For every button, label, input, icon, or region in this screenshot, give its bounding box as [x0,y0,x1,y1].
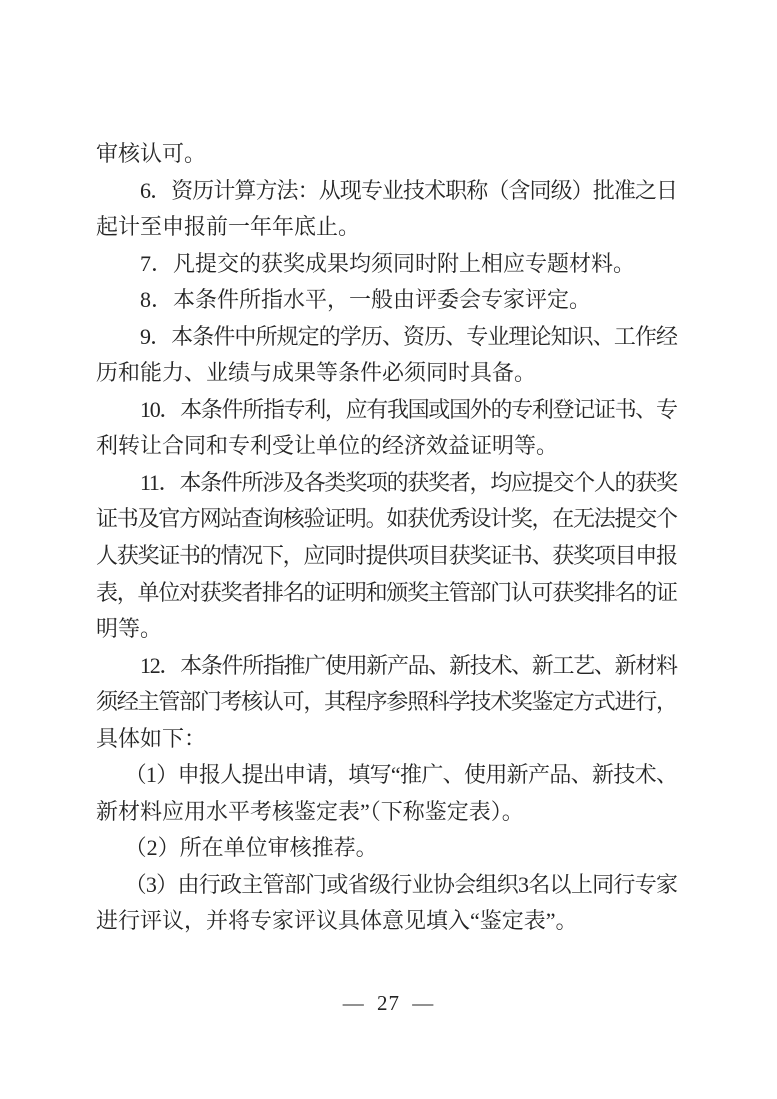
text-line [96,575,678,612]
text-line [96,355,678,392]
text-line [96,721,678,758]
text-line [96,392,678,429]
text-line [96,209,678,246]
text-line-content: 须经主管部门考核认可，其程序参照科学技术奖鉴定方式进行， [96,689,677,715]
text-line [96,684,678,721]
text-line-content: 11．本条件所涉及各类奖项的获奖者，均应提交个人的获奖 [140,469,677,495]
text-line [96,648,678,685]
text-line [96,903,678,940]
text-line-content: 明等。 [96,616,163,642]
text-line-content: （3）由行政主管部门或省级行业协会组织3名以上同行专家 [124,871,678,897]
text-line-content: 10．本条件所指专利，应有我国或国外的专利登记证书、专 [140,396,677,422]
text-line [96,465,678,502]
text-line-content: 具体如下： [96,725,207,751]
text-line [96,173,678,210]
text-line-content: 人获奖证书的情况下，应同时提供项目获奖证书、获奖项目申报 [96,543,677,569]
text-line-content: 起计至申报前一年年底止。 [96,214,361,240]
text-line-content: 新材料应用水平考核鉴定表”（下称鉴定表）。 [96,798,524,824]
text-line-content: 8．本条件所指水平，一般由评委会专家评定。 [140,287,592,313]
text-line [96,428,678,465]
text-line-content: 进行评议，并将专家评议具体意见填入“鉴定表”。 [96,908,578,934]
text-line [96,757,678,794]
text-line [96,830,678,867]
text-line-content: 表，单位对获奖者排名的证明和颁奖主管部门认可获奖排名的证 [96,579,677,605]
text-line [96,794,678,831]
text-line-content: 7．凡提交的获奖成果均须同时附上相应专题材料。 [140,250,636,276]
text-line-content: （2）所在单位审核推荐。 [124,835,378,861]
text-line-content: 9．本条件中所规定的学历、资历、专业理论知识、工作经 [140,323,678,349]
text-line-content: 证书及官方网站查询核验证明。如获优秀设计奖，在无法提交个 [96,506,677,532]
text-line-content: 12．本条件所指推广使用新产品、新技术、新工艺、新材料 [140,652,677,678]
text-line-content: 历和能力、业绩与成果等条件必须同时具备。 [96,360,537,386]
text-line [96,538,678,575]
text-line-content: 6．资历计算方法：从现专业技术职称（含同级）批准之日 [140,177,678,203]
text-line [96,319,678,356]
text-line-content: （1）申报人提出申请，填写“推广、使用新产品、新技术、 [124,762,678,788]
text-line-content: 利转让合同和专利受让单位的经济效益证明等。 [96,433,559,459]
text-line [96,136,678,173]
text-line-content: 审核认可。 [96,141,207,166]
document-body [96,136,678,940]
text-line [96,246,678,283]
text-line [96,611,678,648]
text-line [96,501,678,538]
text-line [96,282,678,319]
text-line [96,867,678,904]
page-number: — 27 — [342,991,435,1015]
